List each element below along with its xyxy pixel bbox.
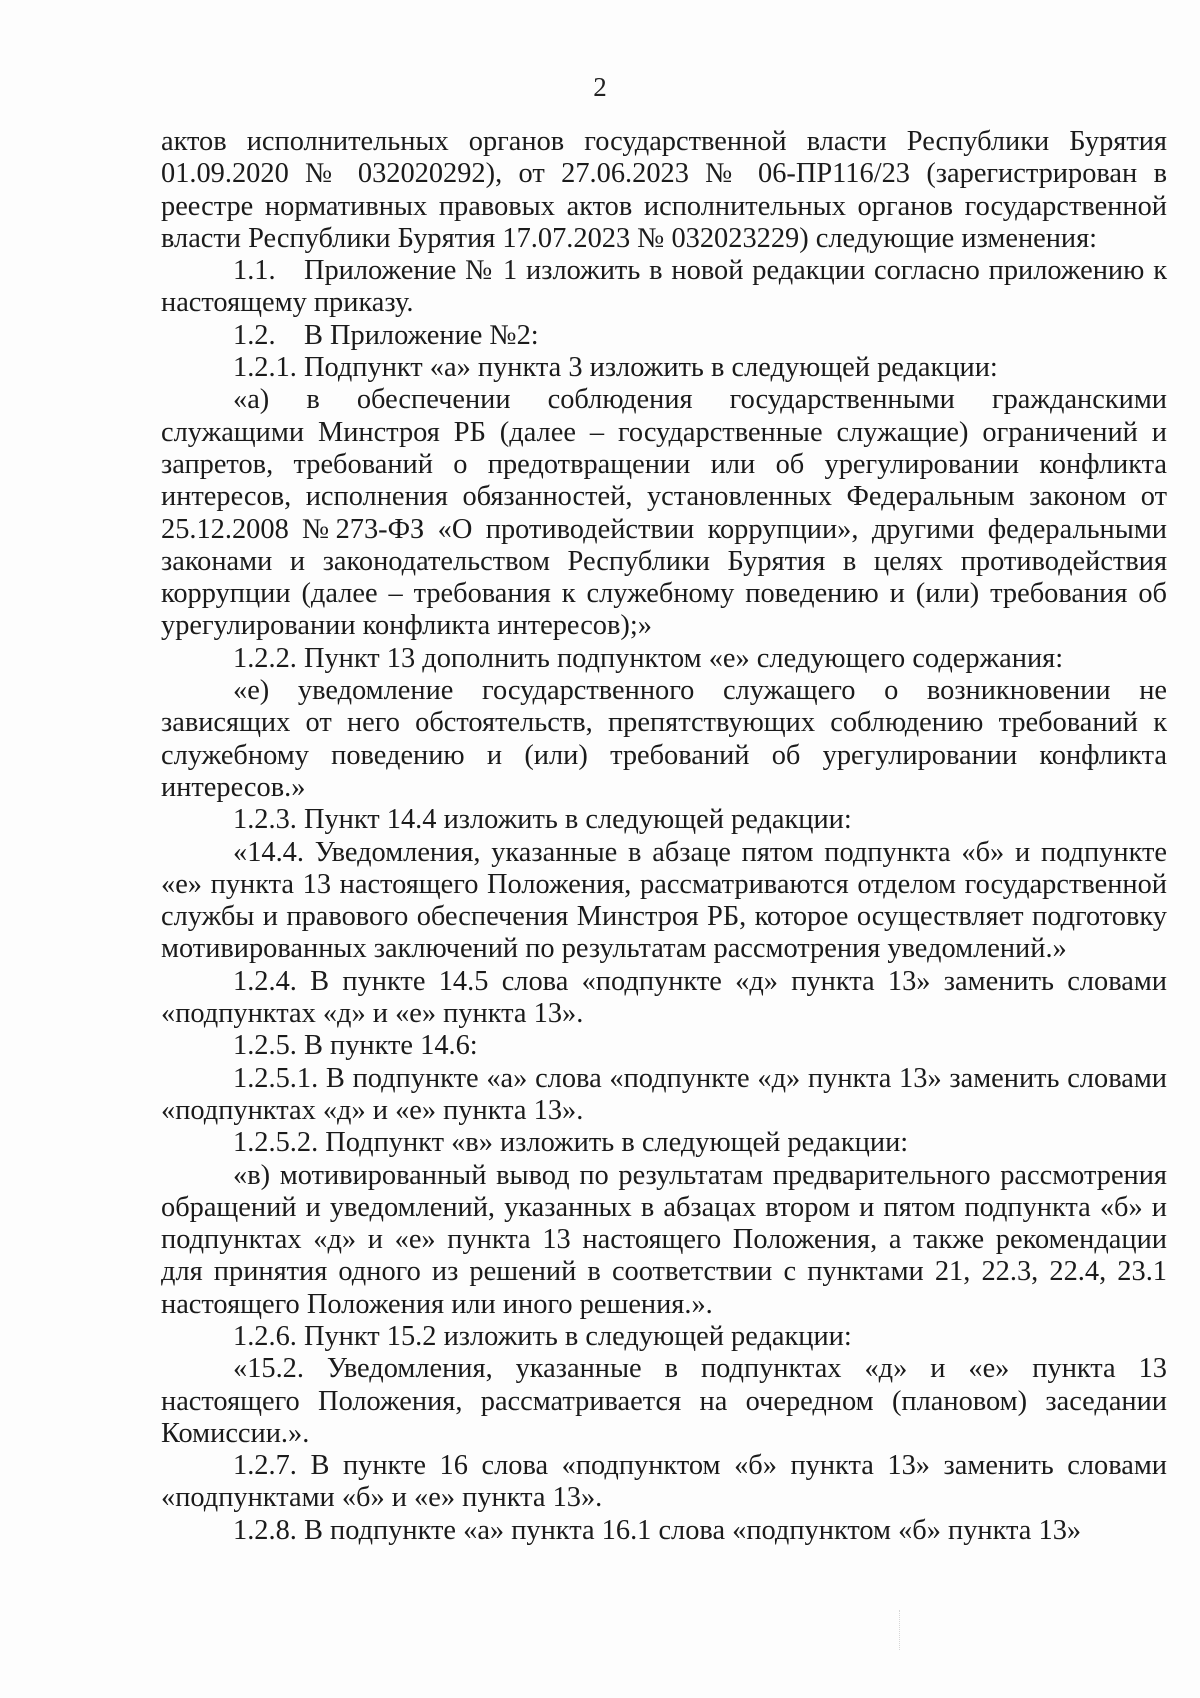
paragraph: 1.2.7. В пункте 16 слова «подпунктом «б» пункта 13» заменить словами «подпунктами «б» и «е» пункта 13». bbox=[161, 1450, 1167, 1514]
paragraph: 1.2.1. Подпункт «а» пункта 3 изложить в следующей редакции: bbox=[233, 352, 998, 384]
paragraph: 1.2.5.1. В подпункте «а» слова «подпункте «д» пункта 13» заменить словами «подпунктах «д» и «е» пункта 13». bbox=[161, 1062, 1167, 1126]
paragraph: «15.2. Уведомления, указанные в подпунктах «д» и «е» пункта 13 настоящего Положения, рассматривается на очередном (плановом) заседании Комиссии.». bbox=[161, 1353, 1167, 1449]
paragraph: 1.2.3. Пункт 14.4 изложить в следующей редакции: bbox=[233, 804, 852, 836]
paragraph: «14.4. Уведомления, указанные в абзаце пятом подпункта «б» и подпункте «е» пункта 13 настоящего Положения, рассматриваются отделом государственной службы и правового обеспечения Минстроя РБ, которое осуществляет подготовку мотивированных заключений по результатам рассмотрения уведомлений.» bbox=[161, 836, 1167, 965]
paragraph: актов исполнительных органов государственной власти Республики Бурятия 01.09.2020 № 032020292), от 27.06.2023 № 06-ПР116/23 (зарегистрирован в реестре нормативных правовых актов исполнительных органов государственной власти Республики Бурятия 17.07.2023 № 032023229) следующие изменения: bbox=[161, 126, 1167, 254]
scan-artifact bbox=[899, 1610, 901, 1650]
paragraph: 1.2.5. В пункте 14.6: bbox=[233, 1030, 478, 1062]
paragraph: «а) в обеспечении соблюдения государственными гражданскими служащими Минстроя РБ (далее – государственные служащие) ограничений и запретов, требований о предотвращении или об урегулировании конфликта интересов, исполнения обязанностей, установленных Федеральным законом от 25.12.2008 №273-ФЗ «О противодействии коррупции», другими федеральными законами и законодательством Республики Бурятия в целях противодействия коррупции (далее – требования к служебному поведению и (или) требования об урегулировании конфликта интересов);» bbox=[161, 384, 1167, 642]
page-number: 2 bbox=[593, 72, 607, 102]
paragraph: 1.1. Приложение № 1 изложить в новой редакции согласно приложению к настоящему приказу. bbox=[161, 255, 1167, 319]
paragraph: 1.2.2. Пункт 13 дополнить подпунктом «е» следующего содержания: bbox=[233, 642, 1064, 674]
paragraph: 1.2.6. Пункт 15.2 изложить в следующей редакции: bbox=[233, 1320, 852, 1352]
document-body bbox=[161, 126, 1167, 1547]
paragraph: 1.2. В Приложение №2: bbox=[233, 319, 539, 351]
paragraph: 1.2.8. В подпункте «а» пункта 16.1 слова «подпунктом «б» пункта 13» bbox=[233, 1514, 1082, 1546]
paragraph: 1.2.5.2. Подпункт «в» изложить в следующей редакции: bbox=[233, 1127, 909, 1159]
paragraph: 1.2.4. В пункте 14.5 слова «подпункте «д» пункта 13» заменить словами «подпунктах «д» и «е» пункта 13». bbox=[161, 965, 1167, 1030]
paragraph: «в) мотивированный вывод по результатам предварительного рассмотрения обращений и уведомлений, указанных в абзацах втором и пятом подпункта «б» и подпунктах «д» и «е» пункта 13 настоящего Положения, а также рекомендации для принятия одного из решений в соответствии с пунктами 21, 22.3, 22.4, 23.1 настоящего Положения или иного решения.». bbox=[161, 1159, 1167, 1320]
paragraph: «е) уведомление государственного служащего о возникновении не зависящих от него обстоятельств, препятствующих соблюдению требований к служебному поведению и (или) требований об урегулировании конфликта интересов.» bbox=[161, 675, 1167, 803]
